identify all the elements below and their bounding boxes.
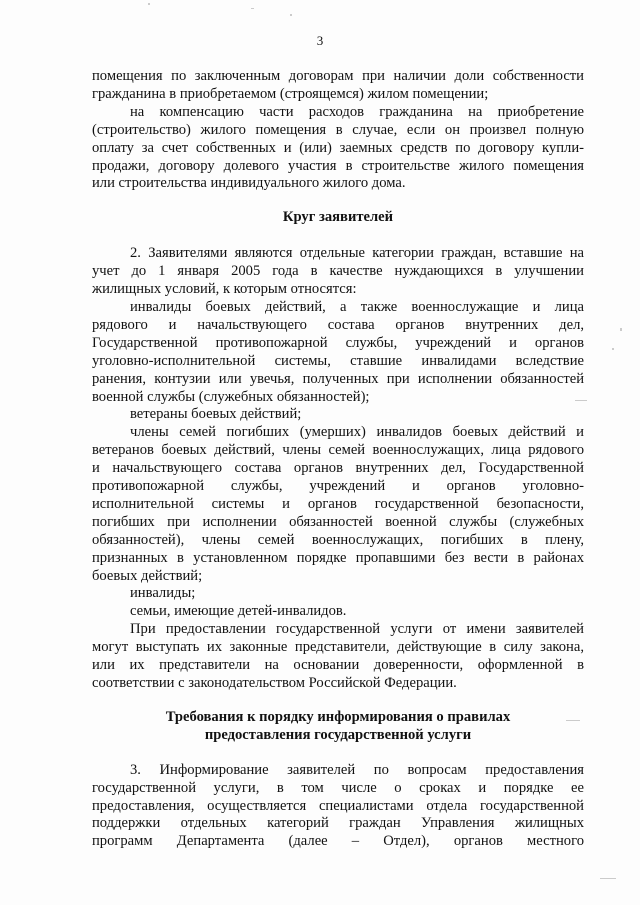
paragraph-line: боевых действий;: [92, 567, 203, 584]
paragraph-line: (строительство) жилого помещения в случае, если он произвел полную: [92, 121, 584, 138]
scan-speck: [148, 3, 150, 5]
paragraph-line: ветераны боевых действий;: [130, 406, 302, 423]
paragraph-line: и начальствующего состава органов внутренних дел, Государственной: [92, 460, 584, 477]
paragraph-line: ранения, контузии или увечья, полученных при исполнении обязанностей: [92, 370, 584, 387]
paragraph-line: могут выступать их законные представители, действующие в силу закона,: [92, 639, 584, 656]
paragraph-line: программ Департамента (далее – Отдел), органов местного: [92, 833, 584, 850]
paragraph-line: 3. Информирование заявителей по вопросам предоставления: [130, 761, 584, 778]
paragraph-line: государственной услуги, в том числе о сроках и порядке ее: [92, 779, 584, 796]
scan-speck: [600, 878, 616, 879]
paragraph-line: инвалиды;: [130, 585, 196, 602]
paragraph-line: оплату за счет собственных и (или) заемных средств по договору купли-: [92, 139, 584, 156]
paragraph-line: семьи, имеющие детей-инвалидов.: [130, 603, 347, 620]
section-heading-applicants: Круг заявителей: [282, 209, 394, 226]
paragraph-line: помещения по заключенным договорам при наличии доли собственности: [92, 68, 584, 84]
paragraph-line: рядового и начальствующего состава органов внутренних дел,: [92, 316, 584, 333]
paragraph-line: исполнительной системы и органов государственной безопасности,: [92, 495, 584, 512]
paragraph-line: При предоставлении государственной услуги от имени заявителей: [130, 621, 584, 638]
paragraph-line: противопожарной службы, учреждений и органов уголовно-: [92, 478, 584, 495]
section-heading-informing: [92, 709, 584, 745]
paragraph-line: соответствии с законодательством Российской Федерации.: [92, 675, 457, 691]
paragraph-line: жилищных условий, к которым относятся:: [92, 281, 357, 298]
paragraph-line: обязанностей), члены семей военнослужащих, погибших в плену,: [92, 531, 584, 548]
scan-speck: [620, 328, 622, 331]
paragraph-line: ветеранов боевых действий, члены семей военнослужащих, лица рядового: [92, 442, 584, 459]
paragraph-line: предоставления, осуществляется специалистами отдела государственной: [92, 797, 584, 814]
paragraph-line: погибших при исполнении обязанностей военной службы (служебных: [92, 513, 584, 530]
scan-speck: [575, 400, 587, 401]
paragraph-line: военной службы (служебных обязанностей);: [92, 388, 370, 405]
paragraph-line: Государственной противопожарной службы, учреждений и органов: [92, 334, 584, 351]
paragraph-line: инвалиды боевых действий, а также военнослужащие и лица: [130, 298, 584, 315]
paragraph-line: или строительства индивидуального жилого дома.: [92, 175, 406, 192]
scan-speck: [251, 8, 254, 9]
heading-line: предоставления государственной услуги: [204, 726, 472, 743]
scan-speck: [290, 14, 292, 16]
page-number: 3: [316, 33, 324, 48]
paragraph-line: или их представители на основании доверенности, оформленной в: [92, 657, 584, 674]
paragraph-line: члены семей погибших (умерших) инвалидов боевых действий и: [130, 424, 584, 441]
paragraph-line: признанных в установленном порядке пропавшими без вести в районах: [92, 549, 584, 566]
scan-speck: [612, 348, 614, 350]
heading-line: Требования к порядку информирования о правилах: [165, 708, 511, 725]
document-body: [92, 68, 584, 851]
paragraph-line: на компенсацию части расходов гражданина на приобретение: [130, 103, 584, 120]
paragraph-line: уголовно-исполнительной системы, ставшие инвалидами вследствие: [92, 352, 584, 369]
paragraph-line: поддержки отдельных категорий граждан Управления жилищных: [92, 815, 584, 832]
paragraph-line: 2. Заявителями являются отдельные категории граждан, вставшие на: [130, 245, 584, 262]
paragraph-line: гражданина в приобретаемом (строящемся) жилом помещении;: [92, 85, 489, 102]
scan-speck: [566, 720, 580, 721]
paragraph-line: продажи, договору долевого участия в строительстве жилого помещения: [92, 157, 584, 174]
paragraph-line: учет до 1 января 2005 года в качестве нуждающихся в улучшении: [92, 263, 584, 280]
